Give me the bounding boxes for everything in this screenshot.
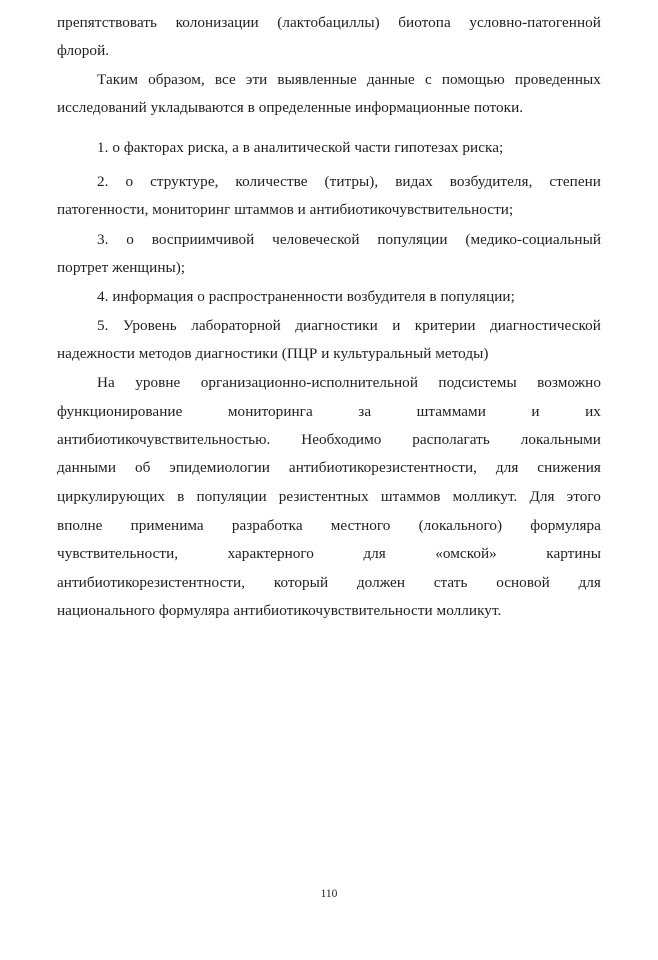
word: данными <box>57 459 117 476</box>
word: эпидемиологии <box>169 459 270 476</box>
word: этого <box>566 488 601 505</box>
word: разработка <box>231 517 303 534</box>
text-line <box>57 545 601 563</box>
text-line: национального формуляра антибиотикочувствительности молликут. <box>57 602 502 619</box>
text-line: надежности методов диагностики (ПЦР и культуральный методы) <box>57 345 489 362</box>
text-line <box>57 403 601 421</box>
word: мониторинга <box>227 403 313 420</box>
word: картины <box>546 545 601 562</box>
text-line: портрет женщины); <box>57 259 186 276</box>
word: Уровень <box>122 317 177 334</box>
text-line <box>57 517 601 535</box>
word: подсистемы <box>438 374 517 391</box>
word: для <box>363 545 386 562</box>
word: (титры), <box>324 173 379 190</box>
word: в <box>177 488 185 505</box>
word: должен <box>356 574 406 591</box>
word: применима <box>130 517 204 534</box>
word: чувствительности, <box>57 545 179 562</box>
word: диагностической <box>489 317 601 334</box>
word: (локального) <box>418 517 503 534</box>
text-line <box>57 14 601 32</box>
word: условно-патогенной <box>469 14 601 31</box>
word: их <box>585 403 601 420</box>
text-line <box>97 71 601 89</box>
word: уровне <box>135 374 181 391</box>
word: структуре, <box>150 173 219 190</box>
word: критерии <box>414 317 476 334</box>
list-item: 4. информация о распространенности возбудителя в популяции; <box>97 288 515 305</box>
word: Для <box>529 488 555 505</box>
word: с <box>424 71 432 88</box>
word: популяции <box>196 488 267 505</box>
list-item <box>97 317 601 335</box>
word: возможно <box>537 374 601 391</box>
text-line <box>97 374 601 392</box>
word: и <box>392 317 401 334</box>
word: антибиотикорезистентности, <box>288 459 477 476</box>
word: 3. <box>97 231 109 248</box>
word: антибиотикочувствительностью. <box>57 431 271 448</box>
word: количестве <box>235 173 308 190</box>
word: основой <box>496 574 550 591</box>
list-item: 1. о факторах риска, а в аналитической части гипотезах риска; <box>97 139 504 156</box>
word: резистентных <box>278 488 369 505</box>
word: о <box>126 231 134 248</box>
word: степени <box>549 173 601 190</box>
word: образом, <box>148 71 205 88</box>
text-line: исследований укладываются в определенные информационные потоки. <box>57 99 524 116</box>
word: все <box>214 71 236 88</box>
word: для <box>495 459 519 476</box>
page-number: 110 <box>320 888 338 900</box>
word: молликут. <box>452 488 518 505</box>
word: для <box>578 574 601 591</box>
word: характерного <box>227 545 314 562</box>
word: биотопа <box>398 14 451 31</box>
word: восприимчивой <box>151 231 255 248</box>
word: стать <box>433 574 468 591</box>
word: «омской» <box>435 545 497 562</box>
word: колонизации <box>175 14 259 31</box>
text-line: флорой. <box>57 42 110 59</box>
word: вполне <box>57 517 103 534</box>
word: за <box>358 403 372 420</box>
word: располагать <box>412 431 490 448</box>
text-line <box>57 488 601 506</box>
word: эти <box>245 71 268 88</box>
word: возбудителя, <box>449 173 533 190</box>
word: 5. <box>97 317 109 334</box>
word: Таким <box>97 71 139 88</box>
word: и <box>531 403 540 420</box>
word: лабораторной <box>191 317 281 334</box>
list-item <box>97 231 601 249</box>
word: штаммами <box>416 403 486 420</box>
word: функционирование <box>57 403 183 420</box>
word: который <box>273 574 329 591</box>
word: популяции <box>377 231 448 248</box>
text-line <box>57 459 601 477</box>
word: штаммов <box>380 488 441 505</box>
text-line <box>57 574 601 592</box>
word: диагностики <box>295 317 378 334</box>
word: 2. <box>97 173 109 190</box>
word: локальными <box>520 431 601 448</box>
text-line: патогенности, мониторинг штаммов и антибиотикочувствительности; <box>57 201 514 218</box>
word: формуляра <box>530 517 601 534</box>
word: циркулирующих <box>57 488 166 505</box>
word: (лактобациллы) <box>277 14 380 31</box>
word: об <box>134 459 151 476</box>
word: местного <box>330 517 391 534</box>
list-item <box>97 173 601 191</box>
word: (медико-социальный <box>465 231 601 248</box>
word: данные <box>366 71 415 88</box>
word: выявленные <box>277 71 357 88</box>
word: препятствовать <box>57 14 158 31</box>
word: антибиотикорезистентности, <box>57 574 246 591</box>
word: снижения <box>537 459 601 476</box>
word: о <box>125 173 134 190</box>
word: На <box>97 374 115 391</box>
word: помощью <box>441 71 505 88</box>
word: человеческой <box>272 231 360 248</box>
word: организационно-исполнительной <box>200 374 419 391</box>
word: видах <box>395 173 433 190</box>
word: проведенных <box>514 71 601 88</box>
text-line <box>57 431 601 449</box>
word: Необходимо <box>301 431 382 448</box>
